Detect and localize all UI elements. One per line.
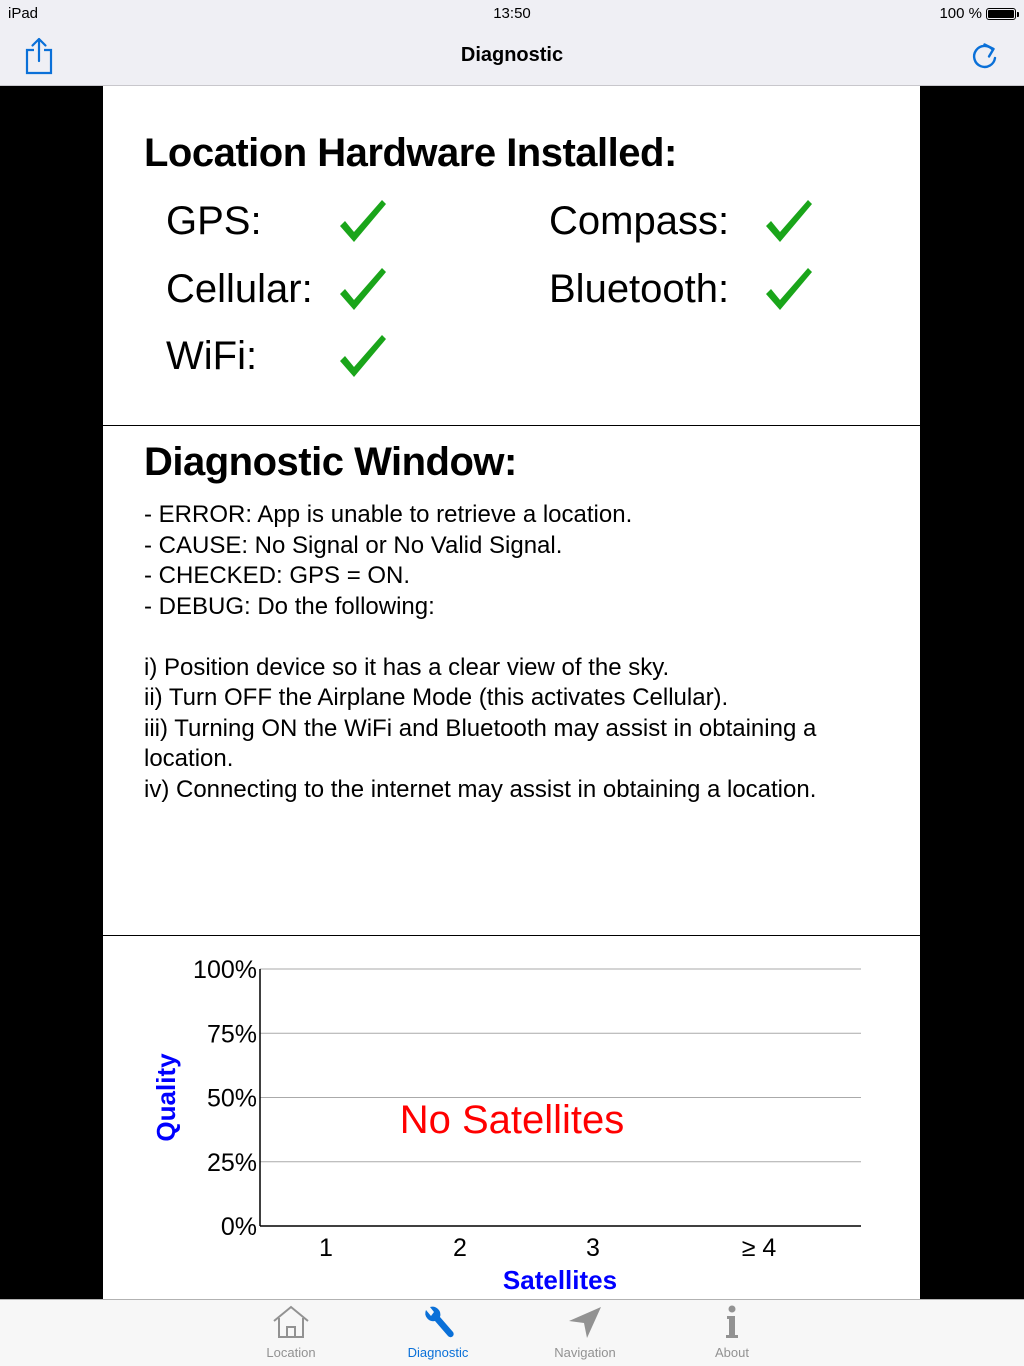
wifi-check-icon	[336, 331, 388, 381]
refresh-button[interactable]	[965, 36, 1005, 76]
refresh-icon	[970, 40, 1000, 72]
hardware-title: Location Hardware Installed:	[144, 131, 677, 175]
no-satellites-message: No Satellites	[399, 1098, 625, 1142]
house-icon	[271, 1304, 311, 1340]
navigation-bar	[0, 28, 1024, 86]
bluetooth-check-icon	[762, 264, 814, 314]
info-icon	[712, 1304, 752, 1340]
page-title: Diagnostic	[460, 44, 564, 66]
device-name: iPad	[8, 5, 39, 22]
tab-bar	[0, 1299, 1024, 1366]
x-axis-label: Satellites	[502, 1265, 618, 1295]
y-tick-label: 50%	[206, 1084, 257, 1113]
wifi-label: WiFi:	[166, 334, 258, 378]
cellular-check-icon	[336, 264, 388, 314]
compass-check-icon	[762, 196, 814, 246]
x-tick-label: ≥ 4	[741, 1234, 777, 1262]
navigation-arrow-icon	[565, 1304, 605, 1340]
tab-location[interactable]	[241, 1300, 341, 1366]
cellular-label: Cellular:	[166, 267, 313, 311]
wrench-icon	[418, 1304, 458, 1340]
tab-label: Navigation	[554, 1345, 616, 1360]
clock: 13:50	[493, 5, 531, 22]
gps-label: GPS:	[166, 199, 262, 243]
status-bar	[0, 0, 1024, 28]
battery-status	[939, 5, 1016, 22]
tab-label: Location	[266, 1345, 316, 1360]
x-tick-label: 3	[586, 1234, 600, 1262]
diagnostic-message: - ERROR: App is unable to retrieve a location. - CAUSE: No Signal or No Valid Signal. - CHECKED: GPS = ON. - DEBUG: Do the following: i) Position device so it has a clear view of the sky. ii) Turn OFF the Airplane Mode (this activates Cellular). iii) Turning ON the WiFi and Bluetooth may assist in obtaining a location. iv) Connecting to the internet may assist in obtaining a location.	[144, 501, 817, 803]
y-tick-label: 100%	[193, 956, 257, 984]
diagnostic-window-title: Diagnostic Window:	[144, 440, 517, 484]
tab-label: Diagnostic	[407, 1345, 469, 1360]
y-axis-label: Quality	[151, 1053, 181, 1142]
satellite-quality-chart	[103, 936, 920, 1299]
diagnostic-content	[103, 86, 920, 1299]
section-divider	[103, 425, 920, 426]
tab-label: About	[715, 1345, 749, 1360]
x-tick-label: 1	[319, 1234, 333, 1262]
battery-icon	[986, 8, 1016, 20]
x-tick-label: 2	[453, 1234, 467, 1262]
compass-label: Compass:	[549, 199, 730, 243]
y-tick-label: 75%	[206, 1020, 257, 1049]
gps-check-icon	[336, 196, 388, 246]
bluetooth-label: Bluetooth:	[549, 267, 730, 311]
tab-navigation[interactable]	[535, 1300, 635, 1366]
tab-about[interactable]	[682, 1300, 782, 1366]
y-tick-label: 25%	[206, 1148, 257, 1177]
y-tick-label: 0%	[220, 1213, 257, 1241]
battery-percentage: 100 %	[939, 5, 982, 22]
tab-diagnostic[interactable]	[388, 1300, 488, 1366]
